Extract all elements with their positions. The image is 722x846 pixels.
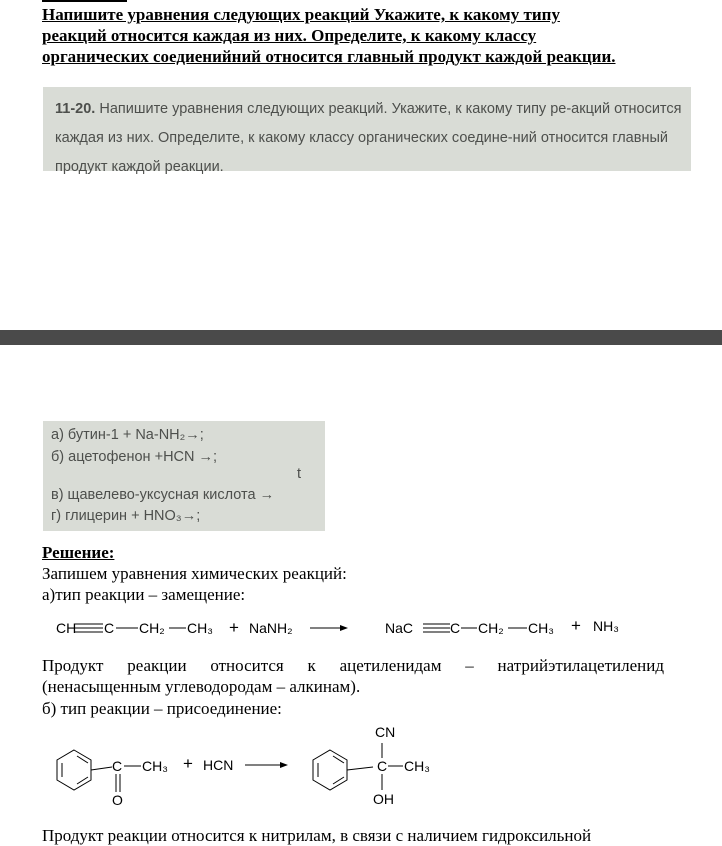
task-photo [43, 87, 691, 175]
ra-ch3: CH₃ [187, 620, 213, 636]
ra-byproduct: NH₃ [593, 618, 619, 634]
ra-product-c: C [450, 620, 461, 636]
rb-cn: CN [375, 724, 396, 740]
ra-product-na: NaC [385, 620, 414, 636]
task-number: 11-20. [55, 101, 96, 117]
ra-plus-2: + [571, 616, 581, 635]
ra-c: C [104, 620, 115, 636]
rb-plus: + [183, 754, 193, 773]
reaction-b-product: Продукт реакции относится к нитрилам, в связи с наличием гидроксильной [42, 826, 592, 845]
reaction-item-a: а) бутин-1 + Na-NH₂→; [51, 427, 204, 443]
ra-product-ch3: CH₃ [528, 620, 554, 636]
solution-intro: Запишем уравнения химических реакций: [42, 564, 347, 583]
reaction-item-v: в) щавелево-уксусная кислота → [51, 487, 275, 503]
rb-ch3-1: CH₃ [142, 758, 168, 774]
page-divider [0, 330, 722, 345]
task-text: Напишите уравнения следующих реакций Укажите, к какому типу реакций относится каждая из них. Определите, к какому классу органических соедиенийний относится главный продукт каждой реакции. [42, 5, 616, 66]
task-photo-body: Напишите уравнения следующих реакций. Укажите, к какому типу ре-акций относится каждая из них. Определите, к какому классу органических соедине-ний относится главный продукт каждой реакции. [55, 101, 682, 175]
ra-ch2: CH₂ [139, 620, 165, 636]
reaction-item-g: г) глицерин + HNO₃→; [51, 508, 201, 524]
rb-oxygen: O [112, 792, 123, 808]
ra-product-ch2: CH₂ [478, 620, 504, 636]
reaction-item-b: б) ацетофенон +HCN →; [51, 449, 218, 465]
reaction-condition-t: t [297, 466, 302, 482]
rb-reagent: HCN [203, 757, 234, 773]
reaction-a-type: а)тип реакции – замещение: [42, 585, 246, 604]
task-photo-text [55, 95, 687, 182]
reaction-b-type: б) тип реакции – присоединение: [42, 699, 282, 718]
rb-ch3-2: CH₃ [404, 758, 430, 774]
ra-ch: CH [56, 620, 77, 636]
rb-central-c: C [377, 758, 388, 774]
page-1 [0, 0, 722, 330]
ra-plus-1: + [229, 618, 239, 637]
ra-reagent: NaNH₂ [249, 620, 293, 636]
solution-heading: Решение: [42, 543, 115, 562]
rb-oh: OH [373, 791, 394, 807]
reaction-b-structures [0, 345, 722, 843]
page-2 [0, 345, 722, 843]
rb-carbonyl-c: C [112, 758, 123, 774]
reaction-a-product: Продукт реакции относится к ацетиленидам – натрийэтилацетиленид (ненасыщенным углеводородам – алкинам). [42, 656, 664, 696]
page-top-rule [42, 0, 127, 2]
